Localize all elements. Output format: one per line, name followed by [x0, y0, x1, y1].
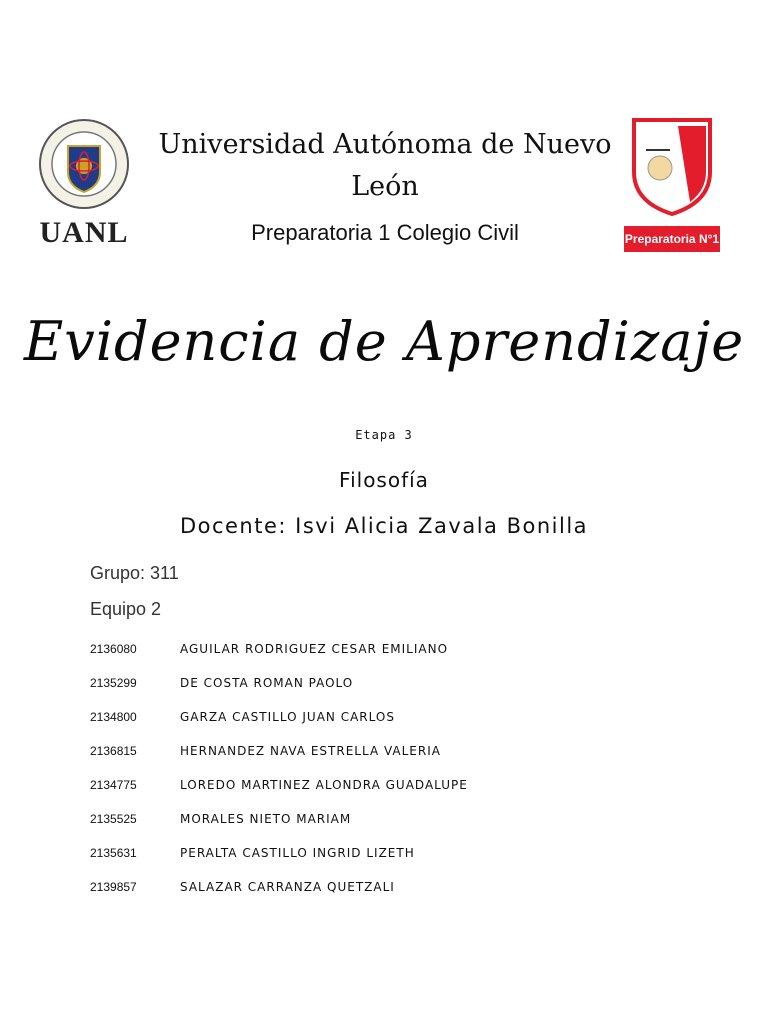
member-list	[90, 632, 650, 904]
member-id: 2136080	[90, 642, 137, 656]
teacher-label: Docente: Isvi Alicia Zavala Bonilla	[179, 514, 589, 538]
list-item	[90, 802, 650, 836]
member-id: 2139857	[90, 880, 137, 894]
university-name: Universidad Autónoma de Nuevo León	[158, 129, 612, 202]
uanl-seal-icon	[38, 118, 130, 210]
prepa-badge: Preparatoria N°1	[624, 226, 720, 252]
list-item	[90, 666, 650, 700]
member-name: DE COSTA ROMAN PAOLO	[180, 676, 354, 690]
prepa-logo	[624, 116, 724, 252]
member-name: LOREDO MARTINEZ ALONDRA GUADALUPE	[180, 778, 468, 792]
school-name: Preparatoria 1 Colegio Civil	[251, 220, 519, 245]
uanl-logo	[36, 118, 132, 250]
member-id: 2134775	[90, 778, 137, 792]
stage-label: Etapa 3	[355, 428, 413, 442]
list-item	[90, 734, 650, 768]
prepa-shield-icon	[624, 116, 720, 216]
list-item	[90, 700, 650, 734]
member-id: 2135631	[90, 846, 137, 860]
member-id: 2135299	[90, 676, 137, 690]
team-label: Equipo 2	[90, 599, 162, 619]
member-id: 2134800	[90, 710, 137, 724]
list-item	[90, 768, 650, 802]
member-id: 2135525	[90, 812, 137, 826]
subject-label: Filosofía	[339, 468, 429, 492]
member-id: 2136815	[90, 744, 137, 758]
group-label: Grupo: 311	[90, 563, 179, 583]
uanl-wordmark: UANL	[39, 216, 129, 249]
member-name: HERNANDEZ NAVA ESTRELLA VALERIA	[180, 744, 441, 758]
header-title-block	[140, 124, 630, 246]
list-item	[90, 632, 650, 666]
list-item	[90, 836, 650, 870]
member-name: MORALES NIETO MARIAM	[180, 812, 352, 826]
document-title: Evidencia de Aprendizaje	[23, 310, 745, 373]
member-name: AGUILAR RODRIGUEZ CESAR EMILIANO	[180, 642, 449, 656]
member-name: SALAZAR CARRANZA QUETZALI	[180, 880, 395, 894]
member-name: GARZA CASTILLO JUAN CARLOS	[180, 710, 395, 724]
list-item	[90, 870, 650, 904]
member-name: PERALTA CASTILLO INGRID LIZETH	[180, 846, 415, 860]
